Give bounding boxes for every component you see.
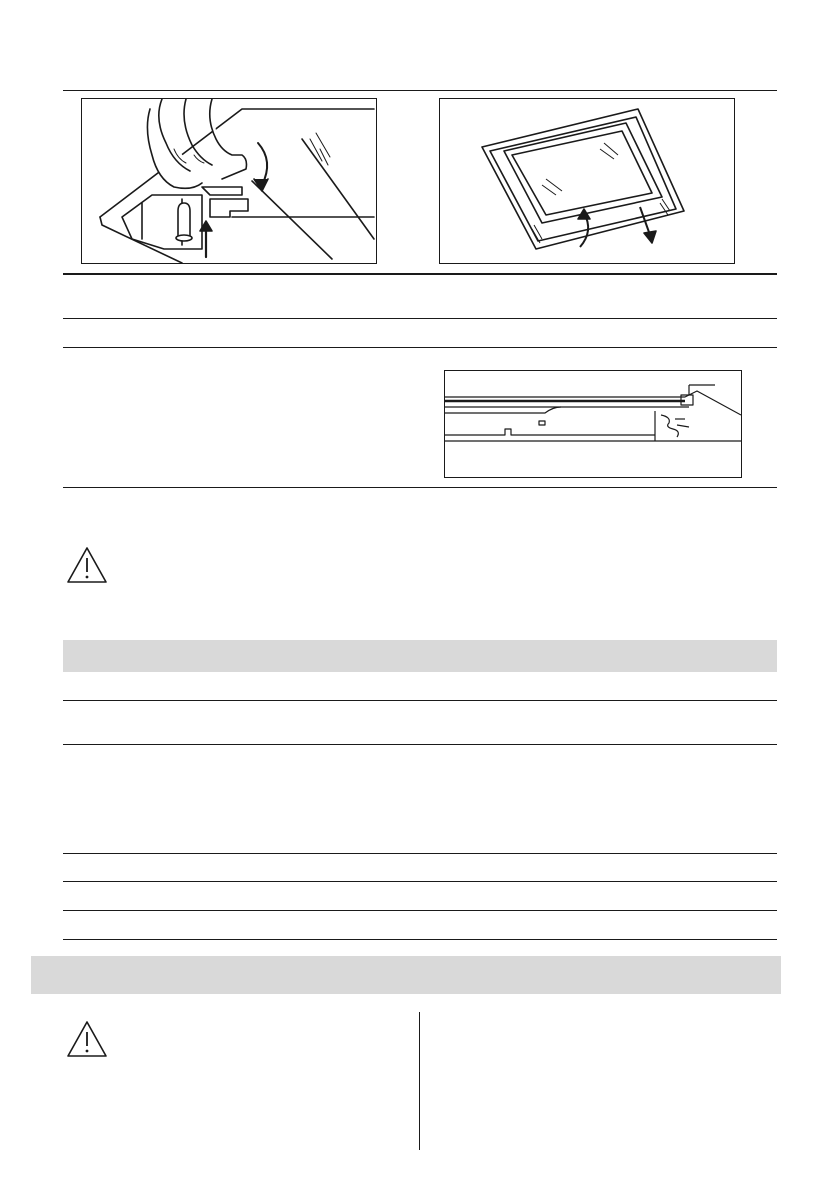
row-rule-2 — [63, 347, 777, 348]
glass-profile-icon — [445, 371, 741, 477]
top-rule — [63, 90, 777, 91]
column-divider — [419, 1012, 420, 1150]
door-glass-icon — [440, 99, 734, 263]
table-rule-6 — [63, 939, 777, 940]
door-glass-profile-figure — [444, 370, 742, 478]
table-rule-4 — [63, 881, 777, 882]
hinge-lock-figure — [81, 98, 377, 264]
section-banner — [31, 956, 781, 994]
table-rule-5 — [63, 910, 777, 911]
figure-row-rule — [63, 273, 777, 275]
hand-hinge-icon — [82, 99, 376, 263]
table-rule-2 — [63, 744, 777, 745]
row-rule-1 — [63, 318, 777, 319]
row-rule-3 — [63, 487, 777, 488]
door-panel-figure — [439, 98, 735, 264]
warning-triangle-icon — [66, 1020, 108, 1058]
table-header-bar — [63, 640, 777, 672]
table-rule-1 — [63, 700, 777, 701]
table-rule-3 — [63, 853, 777, 854]
warning-triangle-icon — [66, 546, 108, 584]
